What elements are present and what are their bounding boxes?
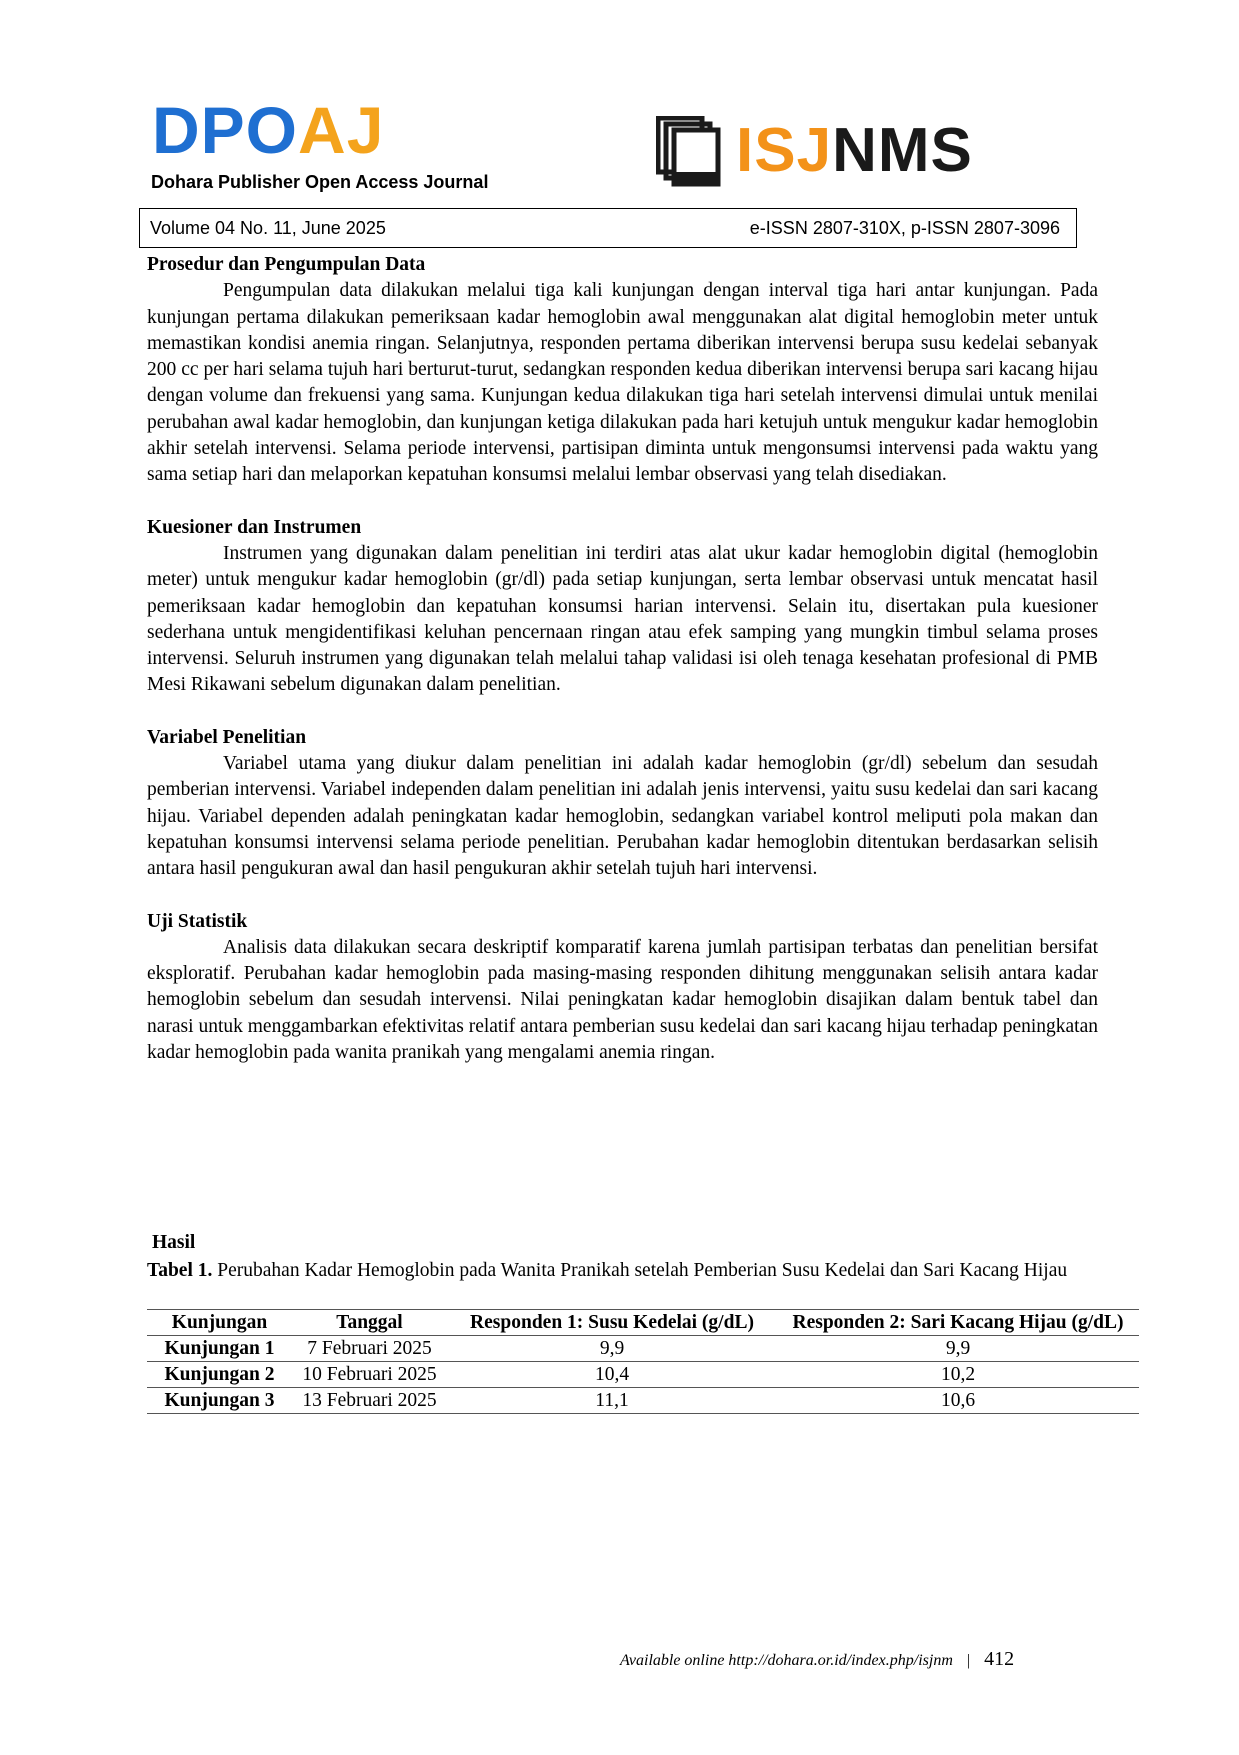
footer-url: Available online http://dohara.or.id/index.php/isjnm [620, 1652, 953, 1669]
table-cell-responden-1: 9,9 [599, 1338, 625, 1359]
table-cell-responden-2: 10,2 [940, 1364, 976, 1385]
table-cell-kunjungan: Kunjungan 2 [164, 1364, 275, 1385]
article-body [147, 252, 1098, 1092]
dpoaj-logo [152, 95, 384, 165]
section-body-variabel: Variabel utama yang diukur dalam penelitian ini adalah kadar hemoglobin (gr/dl) sebelum dan sesudah pemberian intervensi. Variabel independen dalam penelitian ini adalah jenis intervensi, yaitu susu kedelai dan sari kacang hijau. Variabel dependen adalah peningkatan kadar hemoglobin, sedangkan variabel kontrol meliputi pola makan dan kepatuhan konsumsi intervensi selama periode penelitian. Perubahan kadar hemoglobin ditentukan berdasarkan selisih antara hasil pengukuran awal dan hasil pengukuran akhir setelah tujuh hari intervensi. [147, 753, 1098, 880]
table-row [147, 1388, 1139, 1414]
footer-separator: | [966, 1652, 971, 1669]
table-caption-label: Tabel 1. [147, 1260, 213, 1281]
table-cell-responden-2: 10,6 [940, 1390, 976, 1411]
page-footer [620, 1648, 1014, 1671]
logo-left-part1: DPO [152, 93, 299, 167]
table-caption-text: Perubahan Kadar Hemoglobin pada Wanita Pranikah setelah Pemberian Susu Kedelai dan Sari Kacang Hijau [212, 1260, 1068, 1281]
logo-left-part2: AJ [298, 93, 385, 167]
table-cell-responden-1: 10,4 [594, 1364, 630, 1385]
table-header-row [147, 1310, 1139, 1336]
book-stack-icon [656, 116, 728, 188]
logo-right-part2: NMS [832, 116, 973, 185]
issn-info: e-ISSN 2807-310X, p-ISSN 2807-3096 [749, 218, 1060, 238]
section-body-prosedur: Pengumpulan data dilakukan melalui tiga kali kunjungan dengan interval tiga hari antar kunjungan. Pada kunjungan pertama dilakukan pemeriksaan kadar hemoglobin awal menggunakan alat digital hemoglobin meter untuk memastikan kondisi anemia ringan. Selanjutnya, responden pertama diberikan intervensi berupa susu kedelai sebanyak 200 cc per hari selama tujuh hari berturut-turut, sedangkan responden kedua diberikan intervensi berupa sari kacang hijau dengan volume dan frekuensi yang sama. Kunjungan kedua dilakukan tiga hari setelah intervensi dimulai untuk menilai perubahan awal kadar hemoglobin, dan kunjungan ketiga dilakukan pada hari ketujuh untuk mengukur kadar hemoglobin akhir setelah intervensi. Selama periode intervensi, partisipan diminta untuk mengonsumsi intervensi pada waktu yang sama setiap hari dan melaporkan kepatuhan konsumsi melalui lembar observasi yang telah disediakan. [147, 280, 1098, 486]
table-caption [147, 1258, 1107, 1283]
table-cell-kunjungan: Kunjungan 1 [164, 1338, 275, 1359]
hemoglobin-table [147, 1309, 1139, 1414]
publisher-name: Dohara Publisher Open Access Journal [151, 172, 489, 192]
table-cell-responden-1: 11,1 [595, 1390, 629, 1411]
table-header-cell: Responden 1: Susu Kedelai (g/dL) [470, 1312, 754, 1333]
section-body-uji-statistik: Analisis data dilakukan secara deskriptif komparatif karena jumlah partisipan terbatas dan penelitian bersifat eksploratif. Perubahan kadar hemoglobin pada masing-masing responden dihitung menggunakan selisih antara kadar hemoglobin sebelum dan sesudah intervensi. Nilai peningkatan kadar hemoglobin disajikan dalam bentuk tabel dan narasi untuk menggambarkan efektivitas relatif antara pemberian susu kedelai dan sari kacang hijau terhadap peningkatan kadar hemoglobin pada wanita pranikah yang mengalami anemia ringan. [147, 936, 1098, 1064]
isjnms-logo [656, 116, 1076, 196]
table-cell-tanggal: 13 Februari 2025 [302, 1390, 437, 1411]
logo-right-part1: ISJ [736, 116, 833, 185]
table-header-cell: Responden 2: Sari Kacang Hijau (g/dL) [792, 1312, 1124, 1333]
table-header-cell: Kunjungan [171, 1312, 268, 1333]
table-cell-kunjungan: Kunjungan 3 [164, 1390, 275, 1411]
table-row [147, 1336, 1139, 1362]
section-heading-uji-statistik: Uji Statistik [147, 910, 248, 932]
section-heading-kuesioner: Kuesioner dan Instrumen [147, 516, 362, 538]
volume-info: Volume 04 No. 11, June 2025 [150, 218, 386, 238]
section-heading-prosedur: Prosedur dan Pengumpulan Data [147, 254, 426, 275]
table-cell-tanggal: 7 Februari 2025 [307, 1338, 432, 1359]
volume-issn-box [139, 208, 1077, 248]
table-header-cell: Tanggal [336, 1312, 403, 1333]
page-header [0, 0, 1239, 260]
page-number: 412 [984, 1648, 1015, 1670]
table-cell-tanggal: 10 Februari 2025 [302, 1364, 437, 1385]
hasil-heading: Hasil [152, 1232, 196, 1253]
table-row [147, 1362, 1139, 1388]
section-heading-variabel: Variabel Penelitian [147, 726, 307, 748]
table-cell-responden-2: 9,9 [945, 1338, 971, 1359]
section-body-kuesioner: Instrumen yang digunakan dalam penelitian ini terdiri atas alat ukur kadar hemoglobin digital (hemoglobin meter) untuk mengukur kadar hemoglobin (gr/dl) pada setiap kunjungan, serta lembar observasi untuk mencatat hasil pemeriksaan kadar hemoglobin dan kepatuhan konsumsi harian intervensi. Selain itu, disertakan pula kuesioner sederhana untuk mengidentifikasi keluhan pencernaan ringan atau efek samping yang mungkin timbul selama proses intervensi. Seluruh instrumen yang digunakan telah melalui tahap validasi isi oleh tenaga kesehatan profesional di PMB Mesi Rikawani sebelum digunakan dalam penelitian. [147, 542, 1098, 696]
